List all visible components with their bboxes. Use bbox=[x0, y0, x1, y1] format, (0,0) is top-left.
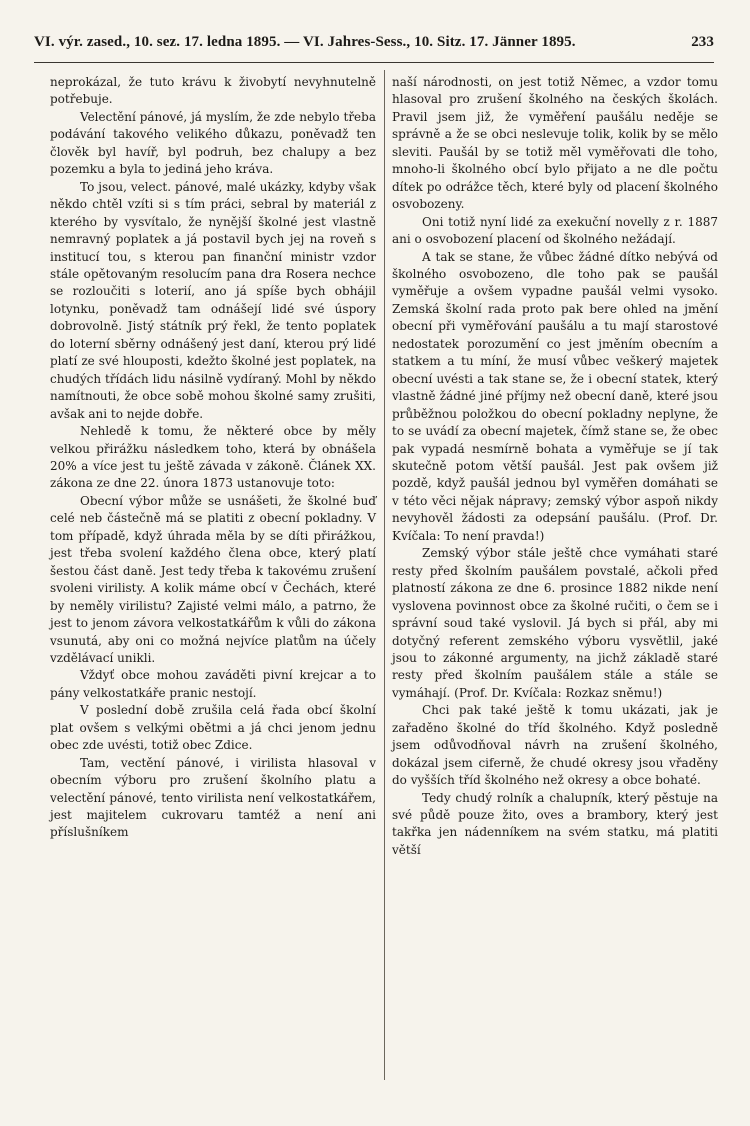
paragraph: V poslední době zrušila celá řada obcí školní plat ovšem s velkými obětmi a já chci jenom jednu obec zde uvésti, totiž obec Zdice. bbox=[50, 703, 376, 753]
running-title: VI. výr. zased., 10. sez. 17. ledna 1895. — VI. Jahres-Sess., 10. Sitz. 17. Jänner 1895. bbox=[34, 34, 576, 50]
paragraph: Zemský výbor stále ještě chce vymáhati staré resty před školním paušálem povstalé, ačkoli před platností zákona ze dne 6. prosince 1882 nikde není vyslovena povinnost obce za školné ručiti, o čem se i správní soud také vyslovil. Já bych si přál, aby mi dotyčný referent zemského výboru vysvětlil, jaké jsou to zákonné argumenty, na jichž základě staré resty před školním paušálem stále a stále se vymáhají. (Prof. Dr. Kvíčala: Rozkaz sněmu!) bbox=[392, 546, 718, 700]
page-number: 233 bbox=[691, 34, 714, 50]
left-column bbox=[50, 74, 376, 842]
paragraph: A tak se stane, že vůbec žádné dítko nebývá od školného osvobozeno, dle toho pak se paušál vyměřuje a ovšem vypadne paušál velmi vysoko. Zemská školní rada proto pak bere ohled na jmění obecní při vyměřování paušálu a tu mají starostové nedostatek porozumění co jest jměním obecním a statkem a tu míní, že musí vůbec veškerý majetek obecní uvésti a tak stane se, že i obecní statek, který vlastně žádné jiné příjmy než obecní daně, které jsou průběžnou položkou do obecní pokladny neplyne, že to se uvádí za obecní majetek, čímž stane se, že obec pak vypadá nesmírně bohata a vyměřuje se jí tak skutečně potom větší paušál. Jest pak ovšem již pozdě, když paušál jednou byl vyměřen domáhati se v této věci nějak nápravy; zemský výbor aspoň nikdy nevyhověl žádosti za odepsání paušálu. (Prof. Dr. Kvíčala: To není pravda!) bbox=[392, 249, 718, 543]
paragraph: naší národnosti, on jest totiž Němec, a vzdor tomu hlasoval pro zrušení školného na českých školách. Pravil jsem již, že vyměření paušálu neděje se správně a že se obci neslevuje tolik, kolik by se mělo sleviti. Paušál by se totiž měl vyměřovati dle toho, mnoho-li školného obcí bylo přijato a ne dle počtu dítek po odrážce těch, které byly od placení školného osvobozeny. bbox=[392, 75, 718, 212]
paragraph: Nehledě k tomu, že některé obce by měly velkou přirážku následkem toho, která by obnášela 20% a více jest tu ještě závada v zákoně. Článek XX. zákona ze dne 22. února 1873 ustanovuje toto: bbox=[50, 424, 376, 491]
paragraph: Velectění pánové, já myslím, že zde nebylo třeba podávání takového velikého důkazu, poněvadž ten člověk byl havíř, byl podruh, bez chalupy a bez pozemku a byla to jediná jeho kráva. bbox=[50, 109, 376, 177]
column-divider bbox=[384, 70, 385, 1080]
paragraph: Oni totiž nyní lidé za exekuční novelly z r. 1887 ani o osvobození placení od školného nežádají. bbox=[392, 214, 718, 247]
paragraph: Tam, vectění pánové, i virilista hlasoval v obecním výboru pro zrušení školního platu a velectění pánové, tento virilista není velkostatkářem, jest majitelem cukrovaru tamtéž a není ani příslušníkem bbox=[50, 755, 376, 840]
header-rule bbox=[34, 62, 714, 63]
right-column bbox=[392, 74, 718, 859]
paragraph: Vždyť obce mohou zaváděti pivní krejcar a to pány velkostatkáře pranic nestojí. bbox=[50, 668, 376, 700]
paragraph: Chci pak také ještě k tomu ukázati, jak je zařaděno školné do tříd školného. Když posledně jsem odůvodňoval návrh na zrušení školného, dokázal jsem ciferně, že chudé okresy jsou vřaděny do vyšších tříd školného než okresy a obce bohaté. bbox=[392, 703, 718, 788]
paragraph: To jsou, velect. pánové, malé ukázky, kdyby však někdo chtěl vzíti si s tím práci, sebral by materiál z kterého by vysvítalo, že nynější školné jest vlastně nemravný poplatek a já postavil bych jej na roveň s institucí tou, s kterou pan finanční ministr vzdor stále opětovaným resolucím pana dra Rosera nechce se rozloučiti s loterií, ano já spíše bych obhájil lotynku, poněvadž tam odnášejí lidé své úspory dobrovolně. Jistý státník prý řekl, že tento poplatek do loterní sběrny odnášený jest daní, kterou prý lidé platí ze své hlouposti, kdežto školné jest poplatek, na chudých třídách lidu násilně vydíraný. Mohl by někdo namítnouti, že obce sobě mohou školné samy zrušiti, avšak ani to nejde dobře. bbox=[50, 179, 376, 421]
running-header bbox=[34, 34, 714, 56]
paragraph: neprokázal, že tuto krávu k živobytí nevyhnutelně potřebuje. bbox=[50, 75, 376, 107]
paragraph: Tedy chudý rolník a chalupník, který pěstuje na své půdě pouze žito, oves a brambory, který jest takřka jen nádenníkem na svém statku, má platiti větší bbox=[392, 790, 718, 857]
paragraph: Obecní výbor může se usnášeti, že školné buď celé neb částečně má se platiti z obecní pokladny. V tom případě, když úhrada měla by se díti přirážkou, jest třeba svolení každého člena obce, který platí šestou část daně. Jest tedy třeba k takovému zrušení svoleni virilisty. A kolik máme obcí v Čechách, které by neměly virilistu? Zajisté velmi málo, a patrno, že jest to jenom závora velkostatkářům k vůli do zákona vsunutá, aby oni co možná nejvíce platům na účely vzdělávací unikli. bbox=[50, 493, 376, 665]
